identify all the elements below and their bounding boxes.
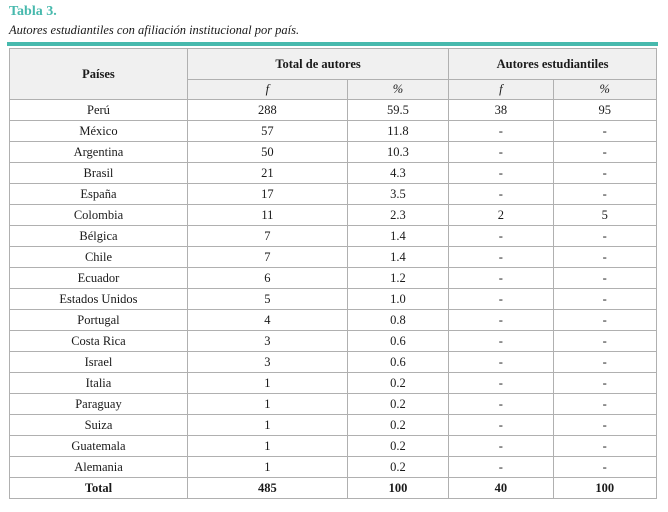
students-f-cell: - (449, 247, 553, 268)
total-f-cell: 5 (187, 289, 347, 310)
total-pct-cell: 4.3 (347, 163, 448, 184)
total-f-cell: 50 (187, 142, 347, 163)
students-f-cell: - (449, 394, 553, 415)
students-pct-cell: - (553, 436, 656, 457)
country-cell: Brasil (10, 163, 188, 184)
students-pct-cell: - (553, 352, 656, 373)
country-cell: Costa Rica (10, 331, 188, 352)
students-pct-cell: - (553, 415, 656, 436)
total-pct-cell: 10.3 (347, 142, 448, 163)
students-f-cell: - (449, 415, 553, 436)
students-pct-cell: - (553, 373, 656, 394)
total-pct-cell: 0.2 (347, 373, 448, 394)
total-pct-cell: 1.2 (347, 268, 448, 289)
students-f-cell: - (449, 436, 553, 457)
accent-rule (7, 42, 658, 46)
table-row (10, 184, 657, 205)
country-cell: Bélgica (10, 226, 188, 247)
total-f-cell: 17 (187, 184, 347, 205)
total-f-cell: 1 (187, 373, 347, 394)
students-f-cell: 38 (449, 100, 553, 121)
students-pct-cell: - (553, 142, 656, 163)
total-f-cell: 3 (187, 352, 347, 373)
country-cell: Argentina (10, 142, 188, 163)
total-f-cell: 21 (187, 163, 347, 184)
country-cell: España (10, 184, 188, 205)
total-f-cell: 1 (187, 415, 347, 436)
total-students-f-cell: 40 (449, 478, 553, 499)
country-cell: Italia (10, 373, 188, 394)
country-cell: Guatemala (10, 436, 188, 457)
students-pct-cell: 5 (553, 205, 656, 226)
table-row (10, 205, 657, 226)
total-f-cell: 7 (187, 226, 347, 247)
students-pct-cell: - (553, 457, 656, 478)
country-cell: Chile (10, 247, 188, 268)
total-f-cell: 7 (187, 247, 347, 268)
students-pct-cell: - (553, 331, 656, 352)
total-f-cell: 4 (187, 310, 347, 331)
country-cell: Portugal (10, 310, 188, 331)
total-pct-cell: 0.8 (347, 310, 448, 331)
total-pct-cell: 3.5 (347, 184, 448, 205)
table-row (10, 100, 657, 121)
total-f-cell: 11 (187, 205, 347, 226)
total-students-pct-cell: 100 (553, 478, 656, 499)
students-f-cell: - (449, 289, 553, 310)
total-f-cell: 6 (187, 268, 347, 289)
country-cell: Colombia (10, 205, 188, 226)
country-cell: Estados Unidos (10, 289, 188, 310)
students-f-cell: - (449, 373, 553, 394)
table-row (10, 247, 657, 268)
total-f-cell: 57 (187, 121, 347, 142)
total-pct-cell: 0.2 (347, 457, 448, 478)
table-row (10, 310, 657, 331)
subheader-total-pct: % (347, 80, 448, 100)
students-f-cell: - (449, 310, 553, 331)
country-cell: Alemania (10, 457, 188, 478)
table-title: Tabla 3. (9, 4, 57, 19)
students-f-cell: - (449, 268, 553, 289)
table-row (10, 352, 657, 373)
students-f-cell: - (449, 457, 553, 478)
students-pct-cell: - (553, 268, 656, 289)
students-f-cell: - (449, 331, 553, 352)
students-pct-cell: - (553, 310, 656, 331)
table-caption: Autores estudiantiles con afiliación institucional por país. (9, 23, 300, 37)
total-pct-cell: 1.0 (347, 289, 448, 310)
countries-table (9, 48, 657, 499)
table-row (10, 331, 657, 352)
students-f-cell: - (449, 163, 553, 184)
table-row (10, 268, 657, 289)
total-pct-cell: 0.6 (347, 352, 448, 373)
students-pct-cell: - (553, 247, 656, 268)
students-f-cell: - (449, 352, 553, 373)
total-pct-cell: 11.8 (347, 121, 448, 142)
header-student-authors: Autores estudiantiles (449, 49, 657, 80)
table-row (10, 121, 657, 142)
country-cell: Paraguay (10, 394, 188, 415)
students-pct-cell: - (553, 184, 656, 205)
total-pct-cell: 0.2 (347, 415, 448, 436)
country-cell: Israel (10, 352, 188, 373)
total-f-cell: 3 (187, 331, 347, 352)
total-pct-cell: 59.5 (347, 100, 448, 121)
students-pct-cell: - (553, 289, 656, 310)
total-total-pct-cell: 100 (347, 478, 448, 499)
students-f-cell: - (449, 121, 553, 142)
subheader-total-f: f (187, 80, 347, 100)
table-row (10, 457, 657, 478)
table-row (10, 289, 657, 310)
total-f-cell: 1 (187, 457, 347, 478)
total-f-cell: 1 (187, 394, 347, 415)
country-cell: Suiza (10, 415, 188, 436)
table-row (10, 226, 657, 247)
total-pct-cell: 2.3 (347, 205, 448, 226)
table-row (10, 373, 657, 394)
students-f-cell: - (449, 184, 553, 205)
total-pct-cell: 0.2 (347, 436, 448, 457)
table-row (10, 436, 657, 457)
table-row (10, 142, 657, 163)
students-pct-cell: - (553, 121, 656, 142)
country-cell: México (10, 121, 188, 142)
total-pct-cell: 1.4 (347, 226, 448, 247)
header-countries: Países (10, 49, 188, 100)
country-cell: Perú (10, 100, 188, 121)
total-total-f-cell: 485 (187, 478, 347, 499)
subheader-students-f: f (449, 80, 553, 100)
total-pct-cell: 1.4 (347, 247, 448, 268)
total-pct-cell: 0.2 (347, 394, 448, 415)
students-pct-cell: - (553, 163, 656, 184)
students-pct-cell: 95 (553, 100, 656, 121)
students-pct-cell: - (553, 226, 656, 247)
students-pct-cell: - (553, 394, 656, 415)
students-f-cell: - (449, 226, 553, 247)
country-cell: Ecuador (10, 268, 188, 289)
table-row (10, 163, 657, 184)
total-country-cell: Total (10, 478, 188, 499)
students-f-cell: 2 (449, 205, 553, 226)
students-f-cell: - (449, 142, 553, 163)
header-total-authors: Total de autores (187, 49, 448, 80)
subheader-students-pct: % (553, 80, 656, 100)
total-pct-cell: 0.6 (347, 331, 448, 352)
table-row (10, 394, 657, 415)
table-row (10, 415, 657, 436)
total-f-cell: 288 (187, 100, 347, 121)
total-f-cell: 1 (187, 436, 347, 457)
total-row (10, 478, 657, 499)
